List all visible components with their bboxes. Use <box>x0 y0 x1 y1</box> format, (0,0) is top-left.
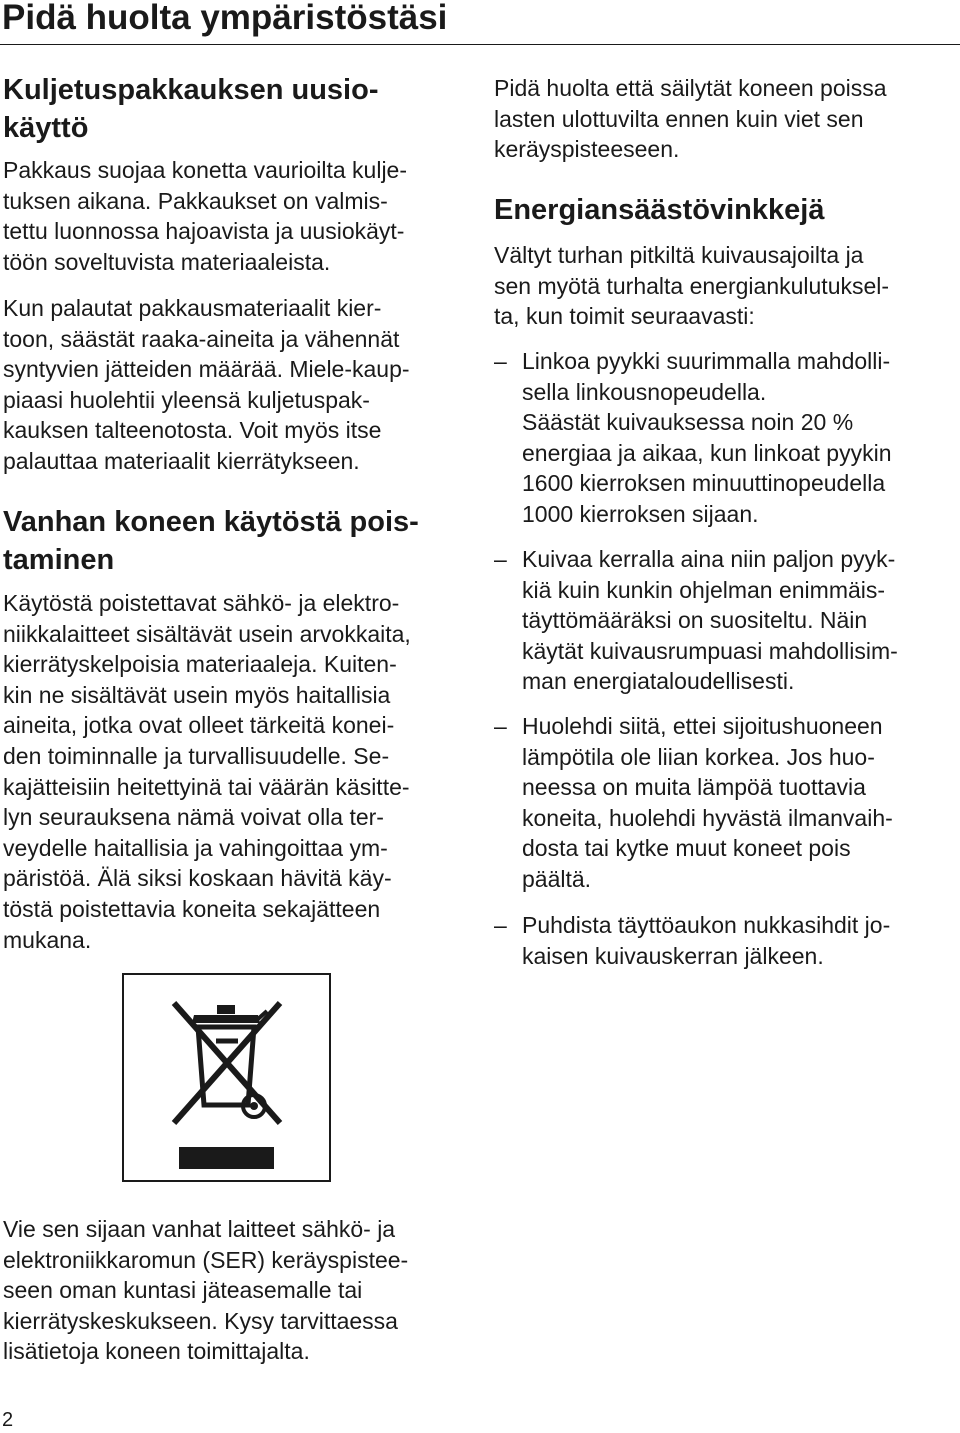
text-line: tettu luonnossa hajoavista ja uusiokäyt- <box>3 218 405 245</box>
text-line: den toiminnalle ja turvallisuudelle. Se- <box>3 742 390 769</box>
text-line: Linkoa pyykki suurimmalla mahdolli- <box>522 348 891 374</box>
page-number: 2 <box>2 1409 14 1431</box>
text-line: kin ne sisältävät usein myös haitallisia <box>3 681 391 708</box>
text-line: lasten ulottuvilta ennen kuin viet sen <box>494 105 864 132</box>
page-title: Pidä huolta ympäristöstäsi <box>2 0 448 37</box>
text-line: aineita, jotka ovat olleet tärkeitä konei- <box>3 712 395 739</box>
text-line: Huolehdi siitä, ettei sijoitushuoneen <box>522 713 883 739</box>
text-line: ta, kun toimit seuraavasti: <box>494 303 755 330</box>
text-line: kaisen kuivauskerran jälkeen. <box>522 942 824 969</box>
text-line: töstä poistettavia koneita sekajätteen <box>3 895 381 922</box>
packaging-paragraph-1 <box>3 155 468 277</box>
text-line: 1600 kierroksen minuuttinopeudella <box>522 470 886 497</box>
text-line: Käytöstä poistettavat sähkö- ja elektro- <box>3 590 400 616</box>
text-line: Kun palautat pakkausmateriaalit kier- <box>3 295 382 321</box>
text-line: Säästät kuivauksessa noin 20 % <box>522 409 854 436</box>
text-line: käytät kuivausrumpuasi mahdollisim- <box>522 637 898 664</box>
text-line: Puhdista täyttöaukon nukkasihdit jo- <box>522 912 891 938</box>
disposal-paragraph <box>3 588 468 955</box>
text-line: syntyvien jätteiden määrää. Miele-kaup- <box>3 356 410 383</box>
storage-paragraph <box>494 73 949 165</box>
bullet-dash: – <box>494 546 507 572</box>
list-item <box>494 910 949 971</box>
text-line: Kuivaa kerralla aina niin paljon pyyk- <box>522 546 896 572</box>
text-line: kierrätyskelpoisia materiaaleja. Kuiten- <box>3 651 397 678</box>
text-line: sella linkousnopeudella. <box>522 378 767 405</box>
text-line: Pidä huolta että säilytät koneen poissa <box>494 75 887 101</box>
section-heading-disposal <box>3 503 468 579</box>
text-line: koneita, huolehdi hyvästä ilmanvaih- <box>522 804 893 831</box>
energy-tips-lead <box>494 240 949 332</box>
section-heading-packaging <box>3 71 468 147</box>
text-line: veydelle haitallisia ja vahingoittaa ym- <box>3 834 388 861</box>
text-line: niikkalaitteet sisältävät usein arvokkaita, <box>3 620 411 647</box>
heading-line: Kuljetuspakkauksen uusio- <box>3 74 379 106</box>
text-line: 1000 kierroksen sijaan. <box>522 500 759 527</box>
text-line: dosta tai kytke muut koneet pois <box>522 835 851 862</box>
list-item <box>494 711 949 895</box>
text-line: sen myötä turhalta energiankulutuksel- <box>494 272 890 299</box>
heading-line: taminen <box>3 544 115 576</box>
text-line: seen oman kuntasi jäteasemalle tai <box>3 1277 363 1304</box>
text-line: elektroniikkaromun (SER) keräyspistee- <box>3 1246 409 1273</box>
list-item <box>494 346 949 530</box>
heading-line: käyttö <box>3 112 89 144</box>
heading-line: Vanhan koneen käytöstä pois- <box>3 506 419 538</box>
text-line: tuksen aikana. Pakkaukset on valmis- <box>3 187 388 214</box>
bullet-text <box>522 544 949 697</box>
text-line: man energiataloudellisesti. <box>522 668 795 695</box>
text-line: päältä. <box>522 865 592 892</box>
text-line: mukana. <box>3 926 92 953</box>
collection-paragraph <box>3 1214 468 1367</box>
bullet-text <box>522 346 949 530</box>
text-line: piaasi huolehtii yleensä kuljetuspak- <box>3 386 370 413</box>
bullet-text <box>522 910 949 971</box>
text-line: päristöä. Älä siksi koskaan hävitä käy- <box>3 865 392 892</box>
text-line: energiaa ja aikaa, kun linkoat pyykin <box>522 439 892 466</box>
text-line: neessa on muita lämpöä tuottavia <box>522 774 866 801</box>
text-line: Pakkaus suojaa konetta vaurioilta kulje- <box>3 157 408 183</box>
text-line: töön soveltuvista materiaaleista. <box>3 248 331 275</box>
bullet-text <box>522 711 949 895</box>
text-line: Vältyt turhan pitkiltä kuivausajoilta ja <box>494 242 864 268</box>
text-line: kiä kuin kunkin ohjelman enimmäis- <box>522 576 886 603</box>
crossed-out-wheelie-bin-icon <box>124 975 329 1180</box>
packaging-paragraph-2 <box>3 293 468 477</box>
list-item <box>494 544 949 697</box>
text-line: täyttömääräksi on suositeltu. Näin <box>522 607 868 634</box>
title-divider <box>0 44 960 45</box>
bullet-dash: – <box>494 912 507 938</box>
weee-symbol-box <box>122 973 331 1182</box>
text-line: palauttaa materiaalit kierrätykseen. <box>3 447 360 474</box>
section-heading-energy-tips: Energiansäästövinkkejä <box>494 194 825 226</box>
bullet-dash: – <box>494 348 507 374</box>
text-line: kajätteisiin heitettyinä tai väärän käsitte- <box>3 773 410 800</box>
text-line: lyn seurauksena nämä voivat olla ter- <box>3 804 384 831</box>
text-line: toon, säästät raaka-aineita ja vähennät <box>3 325 400 352</box>
text-line: lämpötila ole liian korkea. Jos huo- <box>522 743 875 770</box>
text-line: Vie sen sijaan vanhat laitteet sähkö- ja <box>3 1216 396 1242</box>
bullet-dash: – <box>494 713 507 739</box>
text-line: kierrätyskeskukseen. Kysy tarvittaessa <box>3 1307 398 1334</box>
text-line: kauksen talteenotosta. Voit myös itse <box>3 417 382 444</box>
text-line: lisätietoja koneen toimittajalta. <box>3 1338 310 1365</box>
text-line: keräyspisteeseen. <box>494 136 680 163</box>
